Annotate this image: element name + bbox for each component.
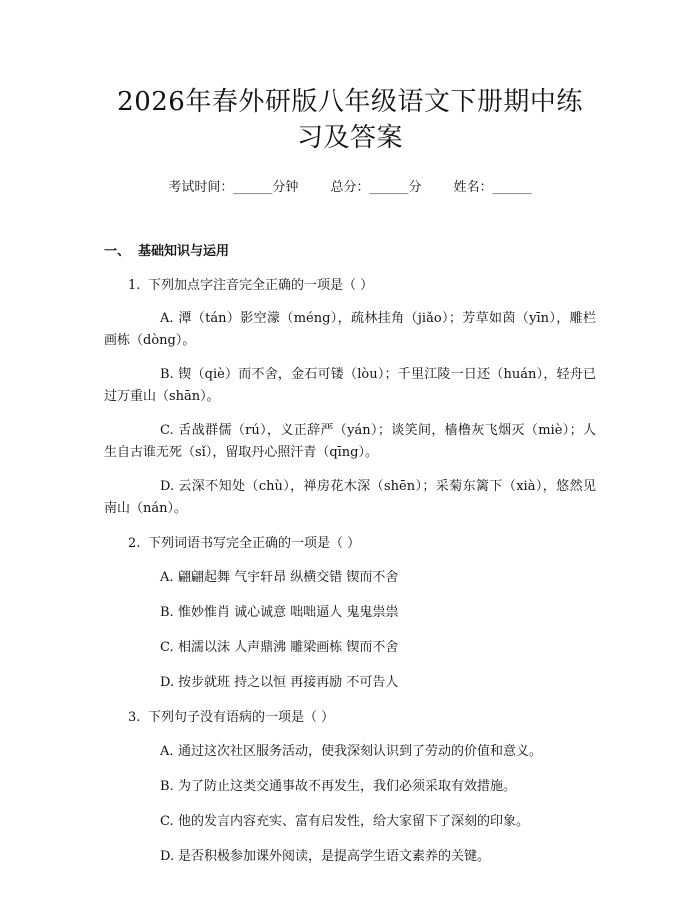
student-name-field: 姓名：______ [453,180,532,195]
document-title: 2026年春外研版八年级语文下册期中练习及答案 [117,87,583,153]
question-text: 下列句子没有语病的一项是（ ） [148,710,335,725]
question-1-option-a [104,308,596,352]
question-text: 下列加点字注音完全正确的一项是（ ） [148,278,374,293]
question-1-option-d [104,476,596,520]
question-3-option-a [104,741,596,763]
question-2-option-c [104,637,596,659]
option-text: 为了防止这类交通事故不再发生，我们必须采取有效措施。 [178,779,517,794]
question-1-stem [104,276,596,296]
option-text: 潭（tán）影空濛（méng），疏林挂角（jiǎo）；芳草如茵（yīn），雕栏画栋（dòng）。 [104,311,596,348]
question-1-option-b [104,364,596,408]
option-letter: A. [160,311,174,326]
question-2-option-d [104,672,596,694]
option-text: 按步就班 持之以恒 再接再励 不可告人 [178,675,399,690]
exam-time-field: 考试时间：______分钟 [168,180,299,195]
option-text: 是否积极参加课外阅读，是提高学生语文素养的关键。 [178,849,491,864]
option-letter: D. [160,849,175,864]
question-3-stem [104,708,596,728]
option-text: 云深不知处（chù），禅房花木深（shēn）；采菊东篱下（xià），悠然见南山（nán）。 [104,479,596,516]
option-letter: C. [160,640,174,655]
option-text: 通过这次社区服务活动，使我深刻认识到了劳动的价值和意义。 [178,744,543,759]
question-text: 下列词语书写完全正确的一项是（ ） [148,536,361,551]
option-letter: B. [160,605,174,620]
option-text: 锲（qiè）而不舍，金石可镂（lòu）；千里江陵一日还（huán），轻舟已过万重山（shān）。 [104,367,596,404]
question-number: 2. [128,536,141,551]
section-number: 一、 [104,244,131,259]
option-letter: C. [160,814,174,829]
question-number: 3. [128,710,141,725]
option-text: 惟妙惟肖 诚心诚意 咄咄逼人 鬼鬼祟祟 [178,605,399,620]
question-3-option-c [104,811,596,833]
question-3-option-b [104,776,596,798]
question-2-option-b [104,602,596,624]
question-2-option-a [104,567,596,589]
option-letter: D. [160,479,175,494]
question-3-option-d [104,846,596,868]
question-1-option-c [104,420,596,464]
option-text: 翩翩起舞 气宇轩昂 纵横交错 锲而不舍 [178,570,399,585]
option-text: 他的发言内容充实、富有启发性，给大家留下了深刻的印象。 [178,814,530,829]
question-number: 1. [128,278,141,293]
section-title-text: 基础知识与运用 [138,244,230,259]
option-letter: D. [160,675,175,690]
section-heading [104,242,596,262]
option-text: 舌战群儒（rú），义正辞严（yán）；谈笑间，樯橹灰飞烟灭（miè）；人生自古谁无死（sǐ），留取丹心照汗青（qīng）。 [104,423,596,460]
option-text: 相濡以沫 人声鼎沸 雕梁画栋 锲而不舍 [178,640,399,655]
question-2-stem [104,534,596,554]
exam-info [104,178,596,198]
option-letter: B. [160,779,174,794]
option-letter: A. [160,744,174,759]
option-letter: B. [160,367,174,382]
option-letter: C. [160,423,174,438]
total-score-field: 总分：______分 [330,180,422,195]
option-letter: A. [160,570,174,585]
